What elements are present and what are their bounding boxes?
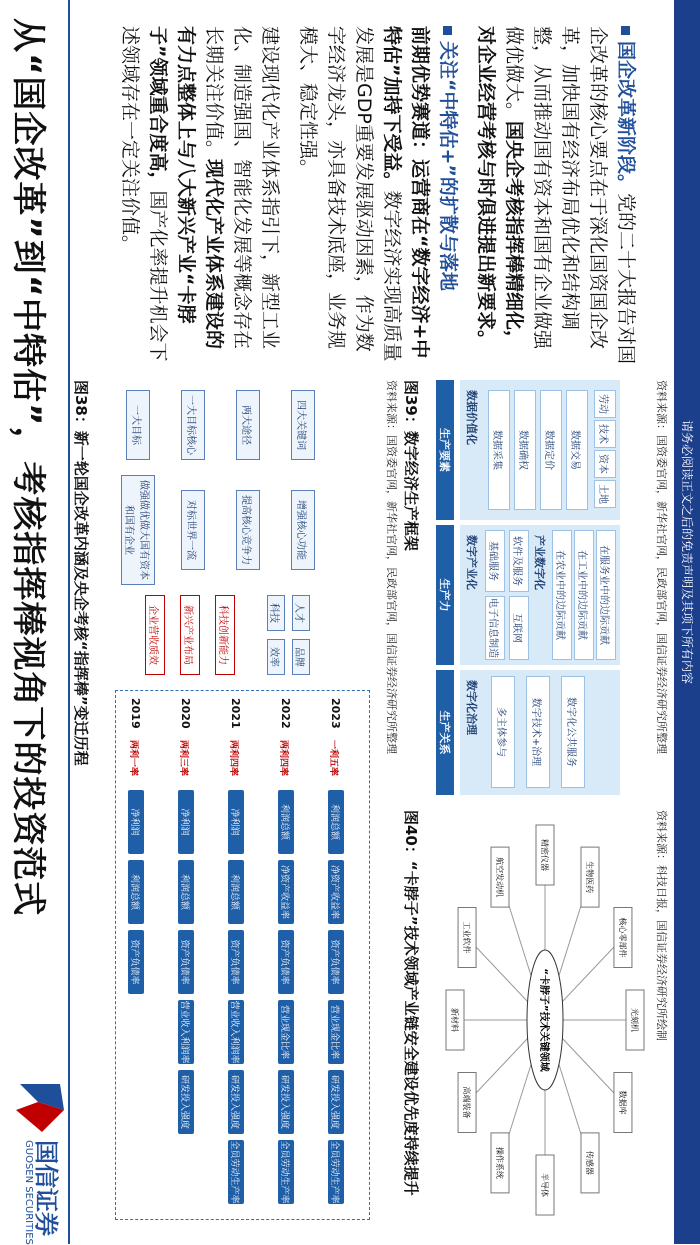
title-underline bbox=[68, 0, 70, 1244]
fig38-indicator-pill: 资产负债率 bbox=[278, 930, 294, 994]
zhongteguo-lead: 前期优势赛道：运营商在“数字经济+中特估”加持下受益。 bbox=[381, 26, 431, 359]
fig40-branch-label: 工业软件 bbox=[462, 921, 472, 954]
bullet-square-icon bbox=[443, 26, 452, 35]
fig39-col1-item: 基础服务 bbox=[485, 530, 505, 592]
bullet-square-icon bbox=[621, 26, 630, 35]
fig38-indicator-pill: 净利润 bbox=[128, 790, 144, 854]
reform-emph: 国央企考核指挥棒精细化，对企业经营考核与时俱进提出新要求。 bbox=[475, 26, 525, 350]
fig38-kw-1: 效率 bbox=[267, 639, 285, 675]
fig39-col1-item2: 在服务业中的边际贡献 bbox=[596, 530, 616, 660]
fig39-factor: 技术 bbox=[594, 420, 616, 448]
fig38-note: 两利一率 bbox=[128, 740, 138, 777]
fig38-note: 两利四率 bbox=[228, 740, 238, 777]
fig38-indicator-pill: 研发投入强度 bbox=[328, 1070, 344, 1134]
fig38-indicator-pill: 资产负债率 bbox=[328, 930, 344, 994]
fig38-indicator-pill: 利润总额 bbox=[128, 860, 144, 924]
fig38-title: 图38：新一轮国企改革内涵及央企考核“指挥棒”变迁历程 bbox=[72, 380, 90, 766]
footer-disclaimer: 请务必阅读正文之后的免责声明及其项下所有内容 bbox=[680, 420, 694, 685]
section-reform bbox=[472, 26, 640, 366]
fig38-indicator-pill: 净利润 bbox=[228, 790, 244, 854]
zhongteguo-body: 数字经济实现高质量发展是GDP重要发展驱动因素，作为数字经济龙头，亦具备技术底座，业务规模大、稳定性强。 bbox=[297, 26, 403, 362]
fig38-mid-3: 增强核心功能 bbox=[291, 490, 315, 570]
fig38-indicator-pill: 营业现金比率 bbox=[278, 1000, 294, 1064]
fig39-col0-head: 数据价值化 bbox=[465, 390, 478, 445]
fig38-indicator-pill: 全员劳动生产率 bbox=[228, 1140, 244, 1204]
fig39-factor: 劳动 bbox=[594, 390, 616, 418]
reform-lead: 国企改革新阶段。 bbox=[615, 41, 637, 194]
fig39-band-2: 生产关系 bbox=[436, 670, 454, 795]
fig38-indicator-pill: 利润总额 bbox=[328, 790, 344, 854]
fig40-branch-label: 核心零部件 bbox=[617, 917, 627, 958]
fig39-col2-head: 数字化治理 bbox=[465, 680, 478, 735]
fig40-branch-label: 数据库 bbox=[617, 1090, 627, 1115]
fig39-col2-item: 数字化公共服务 bbox=[561, 676, 585, 788]
fig39-band-0: 生产要素 bbox=[436, 380, 454, 520]
fig39-col1-item2: 在农业中的边际贡献 bbox=[552, 530, 572, 660]
fig39-col1-item: 电子信息制造 bbox=[485, 596, 505, 660]
industry-body1: 建设现代化产业体系指引下，新型工业化、制造强国、智能化发展等概念存在长期关注价值。 bbox=[203, 26, 281, 350]
fig39-factor: 土地 bbox=[594, 480, 616, 508]
fig38-red-0: 企业营收质效 bbox=[145, 595, 165, 675]
section-zhongteguo bbox=[294, 26, 462, 366]
left-text-column bbox=[80, 26, 640, 366]
fig38-red-1: 新兴产业布局 bbox=[180, 595, 200, 675]
fig38-red-2: 科技创新能力 bbox=[215, 595, 235, 675]
fig38 bbox=[100, 380, 380, 1230]
fig38-year: 2022 bbox=[279, 698, 292, 729]
fig38-indicator-pill: 营业现金比率 bbox=[328, 1000, 344, 1064]
fig38-indicator-pill: 研发投入强度 bbox=[278, 1070, 294, 1134]
fig38-indicator-pill: 营业收入利润率 bbox=[178, 1000, 194, 1064]
fig40-title: 图40：“卡脖子”技术领域产业链安全建设优先度持续提升 bbox=[402, 810, 420, 1196]
fig38-indicator-pill: 全员劳动生产率 bbox=[328, 1140, 344, 1204]
fig38-node-core: 一大目标核心 bbox=[181, 390, 205, 460]
section-industry bbox=[116, 26, 284, 366]
fig38-indicator-pill: 净资产收益率 bbox=[278, 860, 294, 924]
fig38-year: 2023 bbox=[329, 698, 342, 729]
fig40-branch-label: 传感器 bbox=[585, 1150, 594, 1175]
fig40-branch-label: 光刻机 bbox=[630, 1008, 639, 1032]
fig40-source: 资料来源：科技日报，国信证券经济研究所绘制 bbox=[655, 810, 668, 1041]
fig38-node-paths: 两大途径 bbox=[236, 390, 260, 460]
fig38-indicator-pill: 利润总额 bbox=[228, 860, 244, 924]
fig38-indicator-pill: 全员劳动生产率 bbox=[278, 1140, 294, 1204]
fig38-mid-1: 对标世界一流 bbox=[181, 490, 205, 570]
fig40-branch-label: 新材料 bbox=[450, 1008, 459, 1032]
fig38-indicator-pill: 研发投入强度 bbox=[178, 1070, 194, 1134]
fig39-col1-head: 数字产业化 bbox=[465, 535, 478, 590]
fig38-note: 两利四率 bbox=[278, 740, 288, 777]
fig39-col1-item: 软件及服务 bbox=[509, 530, 529, 592]
fig38-year: 2020 bbox=[179, 698, 192, 729]
fig39-col1-item: 互联网 bbox=[509, 596, 529, 660]
fig38-year: 2019 bbox=[129, 698, 142, 729]
fig38-mid-0: 做强做优做大国有资本和国有企业 bbox=[121, 475, 155, 585]
logo-mark-icon bbox=[12, 1080, 68, 1136]
fig38-node-goal: 一大目标 bbox=[126, 390, 150, 460]
fig39-col0-item: 数据采集 bbox=[488, 390, 510, 510]
fig38-kw-3: 品牌 bbox=[292, 639, 310, 675]
reform-body: 党的二十大报告对国企改革的核心要点在于深化国资国企改革，加快国有经济布局优化和结构调整，从而推动国有资本和国有企业做强做优做大。 bbox=[503, 26, 637, 365]
zhongteguo-heading: 关注“中特估+”的扩散与落地 bbox=[437, 41, 459, 291]
fig38-indicator-pill: 资产负债率 bbox=[228, 930, 244, 994]
fig40-branch-label: 半导体 bbox=[540, 1173, 549, 1197]
fig38-indicator-pill: 资产负债率 bbox=[178, 930, 194, 994]
fig39-band-1: 生产力 bbox=[436, 525, 454, 665]
fig38-mid-2: 提高核心竞争力 bbox=[236, 490, 260, 570]
fig39-source: 资料来源：国资委官网，新华社官网，民政部官网，国信证券经济研究所整理 bbox=[655, 380, 668, 754]
logo-cn: 国信证券 bbox=[32, 1140, 60, 1236]
logo-en: GUOSEN SECURITIES bbox=[23, 1140, 34, 1245]
fig38-year: 2021 bbox=[229, 698, 242, 729]
fig38-indicator-pill: 资产负债率 bbox=[128, 930, 144, 994]
fig38-note: 两利三率 bbox=[178, 740, 188, 777]
fig38-source: 资料来源：国资委官网，新华社官网，民政部官网，国信证券经济研究所整理 bbox=[385, 380, 398, 754]
fig40 bbox=[430, 810, 660, 1230]
fig39-col0-item: 数据交易 bbox=[566, 390, 588, 510]
industry-emph: 现代化产业体系建设的有力点整体上与八大新兴产业“卡脖子”领域重合度高， bbox=[147, 26, 225, 350]
fig38-note: 一利五率 bbox=[328, 740, 338, 777]
fig38-indicator-pill: 研发投入强度 bbox=[228, 1070, 244, 1134]
fig39-col0-item: 数据确权 bbox=[514, 390, 536, 510]
fig39-col0-item: 数据定价 bbox=[540, 390, 562, 510]
fig40-branch-label: 高端装备 bbox=[462, 1086, 472, 1119]
fig39 bbox=[430, 380, 660, 800]
logo bbox=[10, 1080, 68, 1245]
fig40-center-label: “卡脖子”技术关键领域 bbox=[538, 968, 549, 1072]
fig39-factor: 资本 bbox=[594, 450, 616, 478]
fig38-node-keywords: 四大关键词 bbox=[291, 390, 315, 460]
fig40-branch-label: 精密仪器 bbox=[540, 839, 549, 871]
fig38-indicator-pill: 利润总额 bbox=[178, 860, 194, 924]
page-title: 从“国企改革”到“中特估”，考核指挥棒视角下的投资范式 bbox=[8, 18, 48, 917]
fig38-indicator-pill: 利润总额 bbox=[278, 790, 294, 854]
fig39-col2-item: 多主体参与 bbox=[491, 676, 515, 788]
fig40-branch-label: 航空发动机 bbox=[495, 857, 504, 898]
fig39-col2-item: 数字技术+治理 bbox=[526, 676, 550, 788]
fig40-mindmap bbox=[430, 810, 660, 1230]
industry-body2: 国产化率提升机会下述领域存在一定关注价值。 bbox=[119, 26, 169, 362]
fig38-indicator-pill: 净利润 bbox=[178, 790, 194, 854]
fig40-branch-label: 操作系统 bbox=[495, 1146, 504, 1179]
fig38-kw-0: 科技 bbox=[267, 595, 285, 631]
fig40-branch-label: 生物医药 bbox=[585, 861, 594, 894]
fig39-col1-head2: 产业数字化 bbox=[533, 535, 546, 590]
fig38-indicator-pill: 营业收入利润率 bbox=[228, 1000, 244, 1064]
fig38-indicator-pill: 净资产收益率 bbox=[328, 860, 344, 924]
fig39-col1-item2: 在工业中的边际贡献 bbox=[574, 530, 594, 660]
fig38-kw-2: 人才 bbox=[292, 595, 310, 631]
fig39-title: 图39：数字经济生产框架 bbox=[402, 380, 420, 551]
